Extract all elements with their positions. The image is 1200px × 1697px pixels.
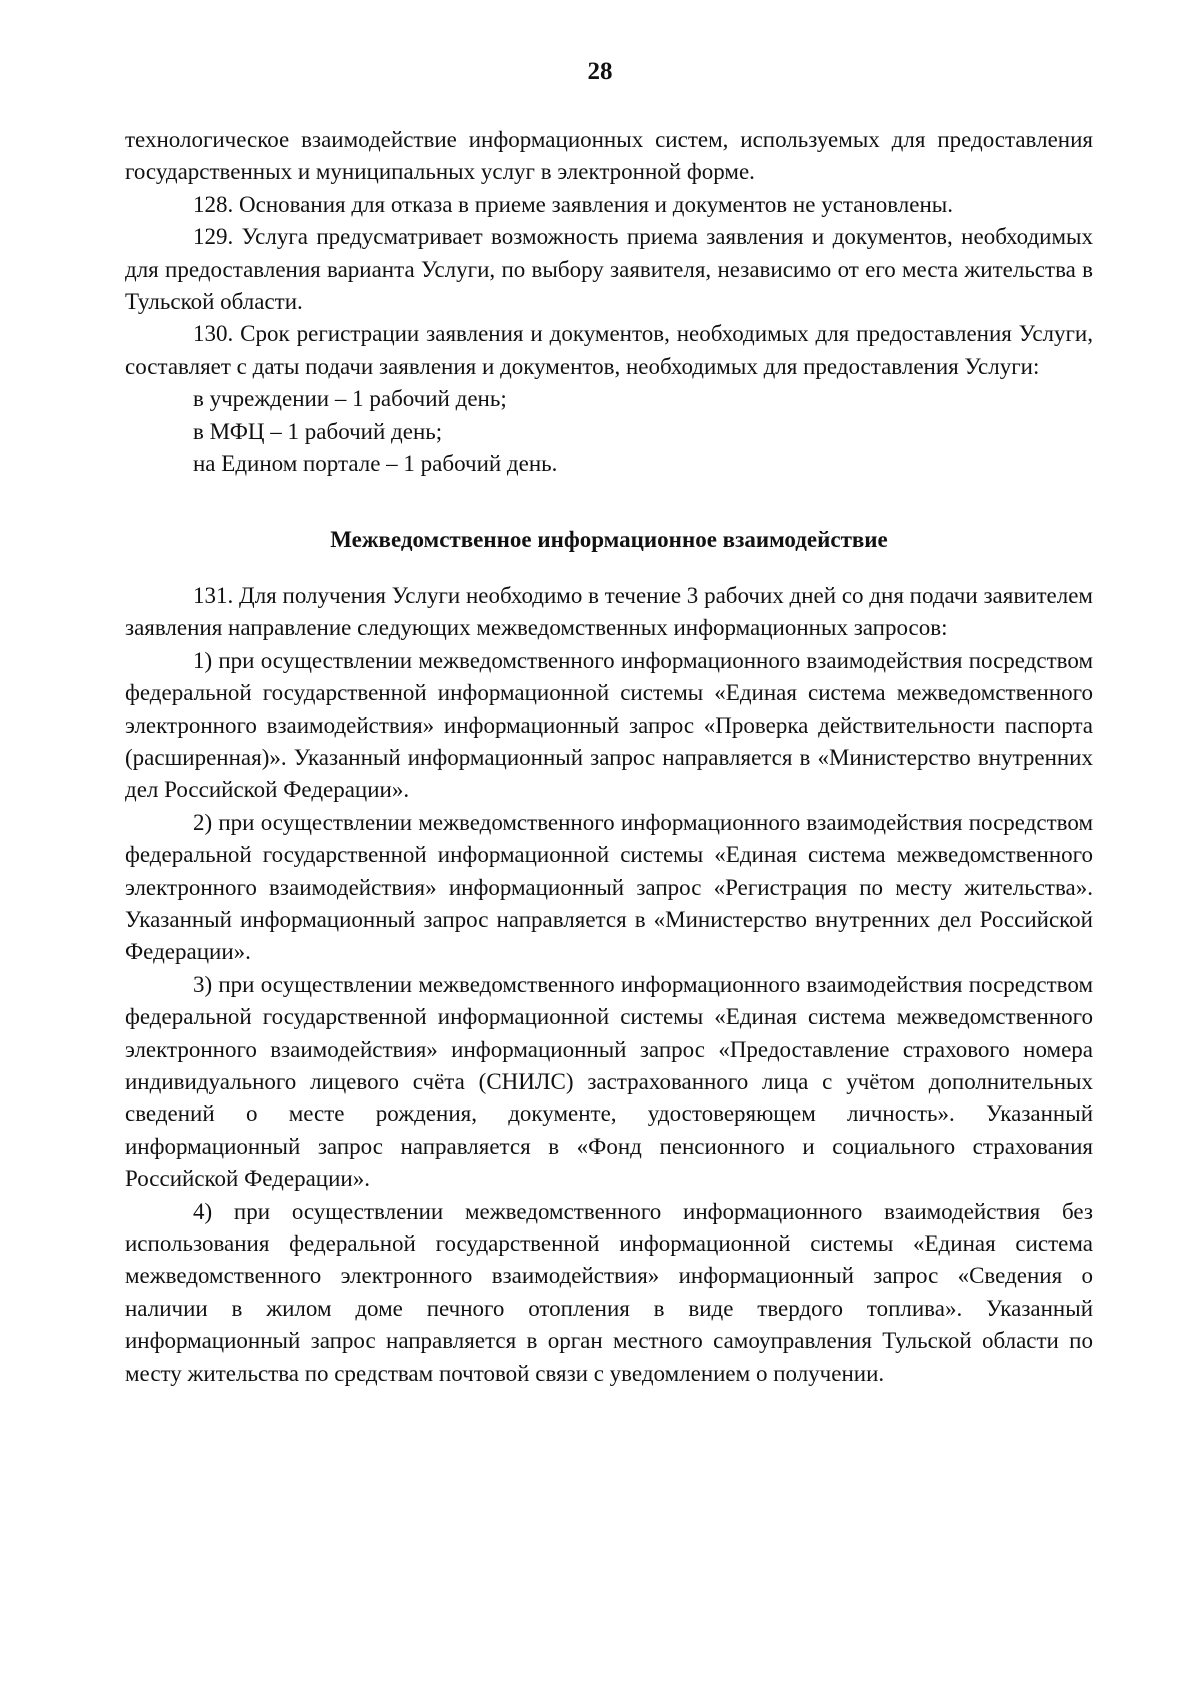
paragraph-128: 128. Основания для отказа в приеме заявления и документов не установлены. xyxy=(193,191,953,217)
request-item-1: 1) при осуществлении межведомственного информационного взаимодействия посредством федеральной государственной информационной системы «Единая система межведомственного электронного взаимодействия» информационный запрос «Проверка действительности паспорта (расширенная)». Указанный информационный запрос направляется в «Министерство внутренних дел Российской Федерации». xyxy=(125,647,1093,803)
page-number: 28 xyxy=(587,58,613,85)
term-mfc: в МФЦ – 1 рабочий день; xyxy=(193,418,443,444)
paragraph-129: 129. Услуга предусматривает возможность приема заявления и документов, необходимых для предоставления варианта Услуги, по выбору заявителя, независимо от его места жительства в Тульской области. xyxy=(125,224,1093,315)
term-portal: на Едином портале – 1 рабочий день. xyxy=(193,451,558,477)
request-item-2: 2) при осуществлении межведомственного информационного взаимодействия посредством федеральной государственной информационной системы «Единая система межведомственного электронного взаимодействия» информационный запрос «Регистрация по месту жительства». Указанный информационный запрос направляется в «Министерство внутренних дел Российской Федерации». xyxy=(125,809,1093,965)
term-institution: в учреждении – 1 рабочий день; xyxy=(193,386,507,412)
document-body xyxy=(125,124,1093,1390)
section-heading: Межведомственное информационное взаимодействие xyxy=(330,527,888,553)
request-item-3: 3) при осуществлении межведомственного информационного взаимодействия посредством федеральной государственной информационной системы «Единая система межведомственного электронного взаимодействия» информационный запрос «Предоставление страхового номера индивидуального лицевого счёта (СНИЛС) застрахованного лица с учётом дополнительных сведений о месте рождения, документе, удостоверяющем личность». Указанный информационный запрос направляется в «Фонд пенсионного и социального страхования Российской Федерации». xyxy=(125,971,1093,1192)
request-item-4: 4) при осуществлении межведомственного информационного взаимодействия без использования федеральной государственной информационной системы «Единая система межведомственного электронного взаимодействия» информационный запрос «Сведения о наличии в жилом доме печного отопления в виде твердого топлива». Указанный информационный запрос направляется в орган местного самоуправления Тульской области по месту жительства по средствам почтовой связи с уведомлением о получении. xyxy=(125,1198,1093,1386)
paragraph-130: 130. Срок регистрации заявления и документов, необходимых для предоставления Услуги, составляет с даты подачи заявления и документов, необходимых для предоставления Услуги: xyxy=(125,321,1093,379)
paragraph-131: 131. Для получения Услуги необходимо в течение 3 рабочих дней со дня подачи заявителем заявления направление следующих межведомственных информационных запросов: xyxy=(125,582,1093,641)
paragraph-continuation: технологическое взаимодействие информационных систем, используемых для предоставления государственных и муниципальных услуг в электронной форме. xyxy=(125,127,1093,185)
